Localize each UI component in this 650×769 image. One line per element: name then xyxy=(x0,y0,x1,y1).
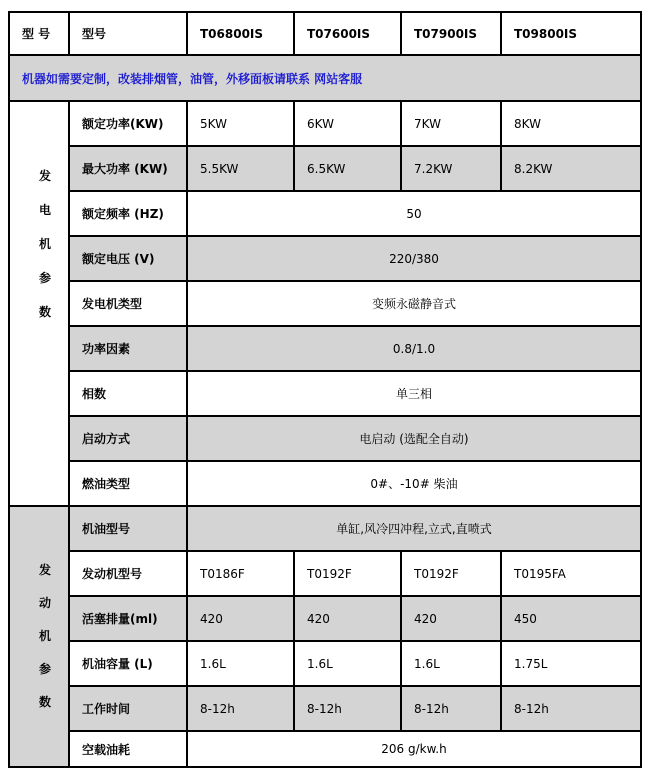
rated-power-label: 额定功率(KW) xyxy=(69,101,187,146)
oil-capacity-label: 机油容量 (L) xyxy=(69,641,187,686)
displacement-value: 420 xyxy=(401,596,501,641)
model-3: T07900IS xyxy=(401,12,501,55)
max-power-row xyxy=(9,146,641,191)
model-col-label: 型 号 xyxy=(9,12,69,55)
model-row-label: 型号 xyxy=(69,12,187,55)
engine-model-row xyxy=(9,551,641,596)
power-factor-row xyxy=(9,326,641,371)
phase-value: 单三相 xyxy=(187,371,641,416)
phase-row xyxy=(9,371,641,416)
model-1: T06800IS xyxy=(187,12,294,55)
engine-section-char: 发 xyxy=(38,563,51,577)
engine-model-value: T0195FA xyxy=(501,551,641,596)
rated-power-row xyxy=(9,101,641,146)
displacement-row xyxy=(9,596,641,641)
gen-type-label: 发电机类型 xyxy=(69,281,187,326)
engine-section-char: 动 xyxy=(38,596,51,610)
engine-model-label: 发动机型号 xyxy=(69,551,187,596)
power-factor-value: 0.8/1.0 xyxy=(187,326,641,371)
max-power-value: 7.2KW xyxy=(401,146,501,191)
frequency-label: 额定频率 (HZ) xyxy=(69,191,187,236)
fuel-label: 燃油类型 xyxy=(69,461,187,506)
engine-section-label xyxy=(9,506,69,767)
generator-section-char: 发 xyxy=(38,168,51,183)
voltage-label: 额定电压 (V) xyxy=(69,236,187,281)
fuel-value: 0#、-10# 柴油 xyxy=(187,461,641,506)
rated-power-value: 8KW xyxy=(501,101,641,146)
header-row xyxy=(9,12,641,55)
engine-model-value: T0186F xyxy=(187,551,294,596)
work-time-value: 8-12h xyxy=(294,686,401,731)
work-time-value: 8-12h xyxy=(187,686,294,731)
displacement-value: 420 xyxy=(294,596,401,641)
custom-notice-banner: 机器如需要定制，改装排烟管，油管，外移面板请联系 网站客服 xyxy=(9,55,641,101)
engine-section-char: 机 xyxy=(38,629,51,643)
work-time-label: 工作时间 xyxy=(69,686,187,731)
generator-section-char: 机 xyxy=(38,236,51,251)
max-power-value: 8.2KW xyxy=(501,146,641,191)
max-power-value: 5.5KW xyxy=(187,146,294,191)
oil-capacity-value: 1.6L xyxy=(294,641,401,686)
work-time-value: 8-12h xyxy=(401,686,501,731)
rated-power-value: 6KW xyxy=(294,101,401,146)
rated-power-value: 5KW xyxy=(187,101,294,146)
oil-type-row xyxy=(9,506,641,551)
generator-section-label xyxy=(9,101,69,506)
banner-row xyxy=(9,55,641,101)
power-factor-label: 功率因素 xyxy=(69,326,187,371)
engine-model-value: T0192F xyxy=(294,551,401,596)
oil-type-value: 单缸,风冷四冲程,立式,直喷式 xyxy=(187,506,641,551)
displacement-value: 450 xyxy=(501,596,641,641)
frequency-row xyxy=(9,191,641,236)
start-row xyxy=(9,416,641,461)
fuel-row xyxy=(9,461,641,506)
fuel-consumption-value: 206 g/kw.h xyxy=(187,731,641,767)
fuel-consumption-row xyxy=(9,731,641,767)
work-time-row xyxy=(9,686,641,731)
start-label: 启动方式 xyxy=(69,416,187,461)
voltage-value: 220/380 xyxy=(187,236,641,281)
displacement-value: 420 xyxy=(187,596,294,641)
phase-label: 相数 xyxy=(69,371,187,416)
generator-section-char: 数 xyxy=(38,304,51,319)
oil-capacity-value: 1.75L xyxy=(501,641,641,686)
engine-section-char: 参 xyxy=(38,662,51,676)
gen-type-value: 变频永磁静音式 xyxy=(187,281,641,326)
gen-type-row xyxy=(9,281,641,326)
spec-table xyxy=(8,11,642,768)
frequency-value: 50 xyxy=(187,191,641,236)
oil-capacity-value: 1.6L xyxy=(401,641,501,686)
engine-section-char: 数 xyxy=(38,695,51,709)
rated-power-value: 7KW xyxy=(401,101,501,146)
engine-model-value: T0192F xyxy=(401,551,501,596)
displacement-label: 活塞排量(ml) xyxy=(69,596,187,641)
start-value: 电启动 (选配全自动) xyxy=(187,416,641,461)
oil-type-label: 机油型号 xyxy=(69,506,187,551)
model-4: T09800IS xyxy=(501,12,641,55)
oil-capacity-row xyxy=(9,641,641,686)
model-2: T07600IS xyxy=(294,12,401,55)
oil-capacity-value: 1.6L xyxy=(187,641,294,686)
fuel-consumption-label: 空载油耗 xyxy=(69,731,187,767)
max-power-label: 最大功率 (KW) xyxy=(69,146,187,191)
generator-section-char: 电 xyxy=(38,202,51,217)
work-time-value: 8-12h xyxy=(501,686,641,731)
generator-section-char: 参 xyxy=(38,270,51,285)
voltage-row xyxy=(9,236,641,281)
max-power-value: 6.5KW xyxy=(294,146,401,191)
